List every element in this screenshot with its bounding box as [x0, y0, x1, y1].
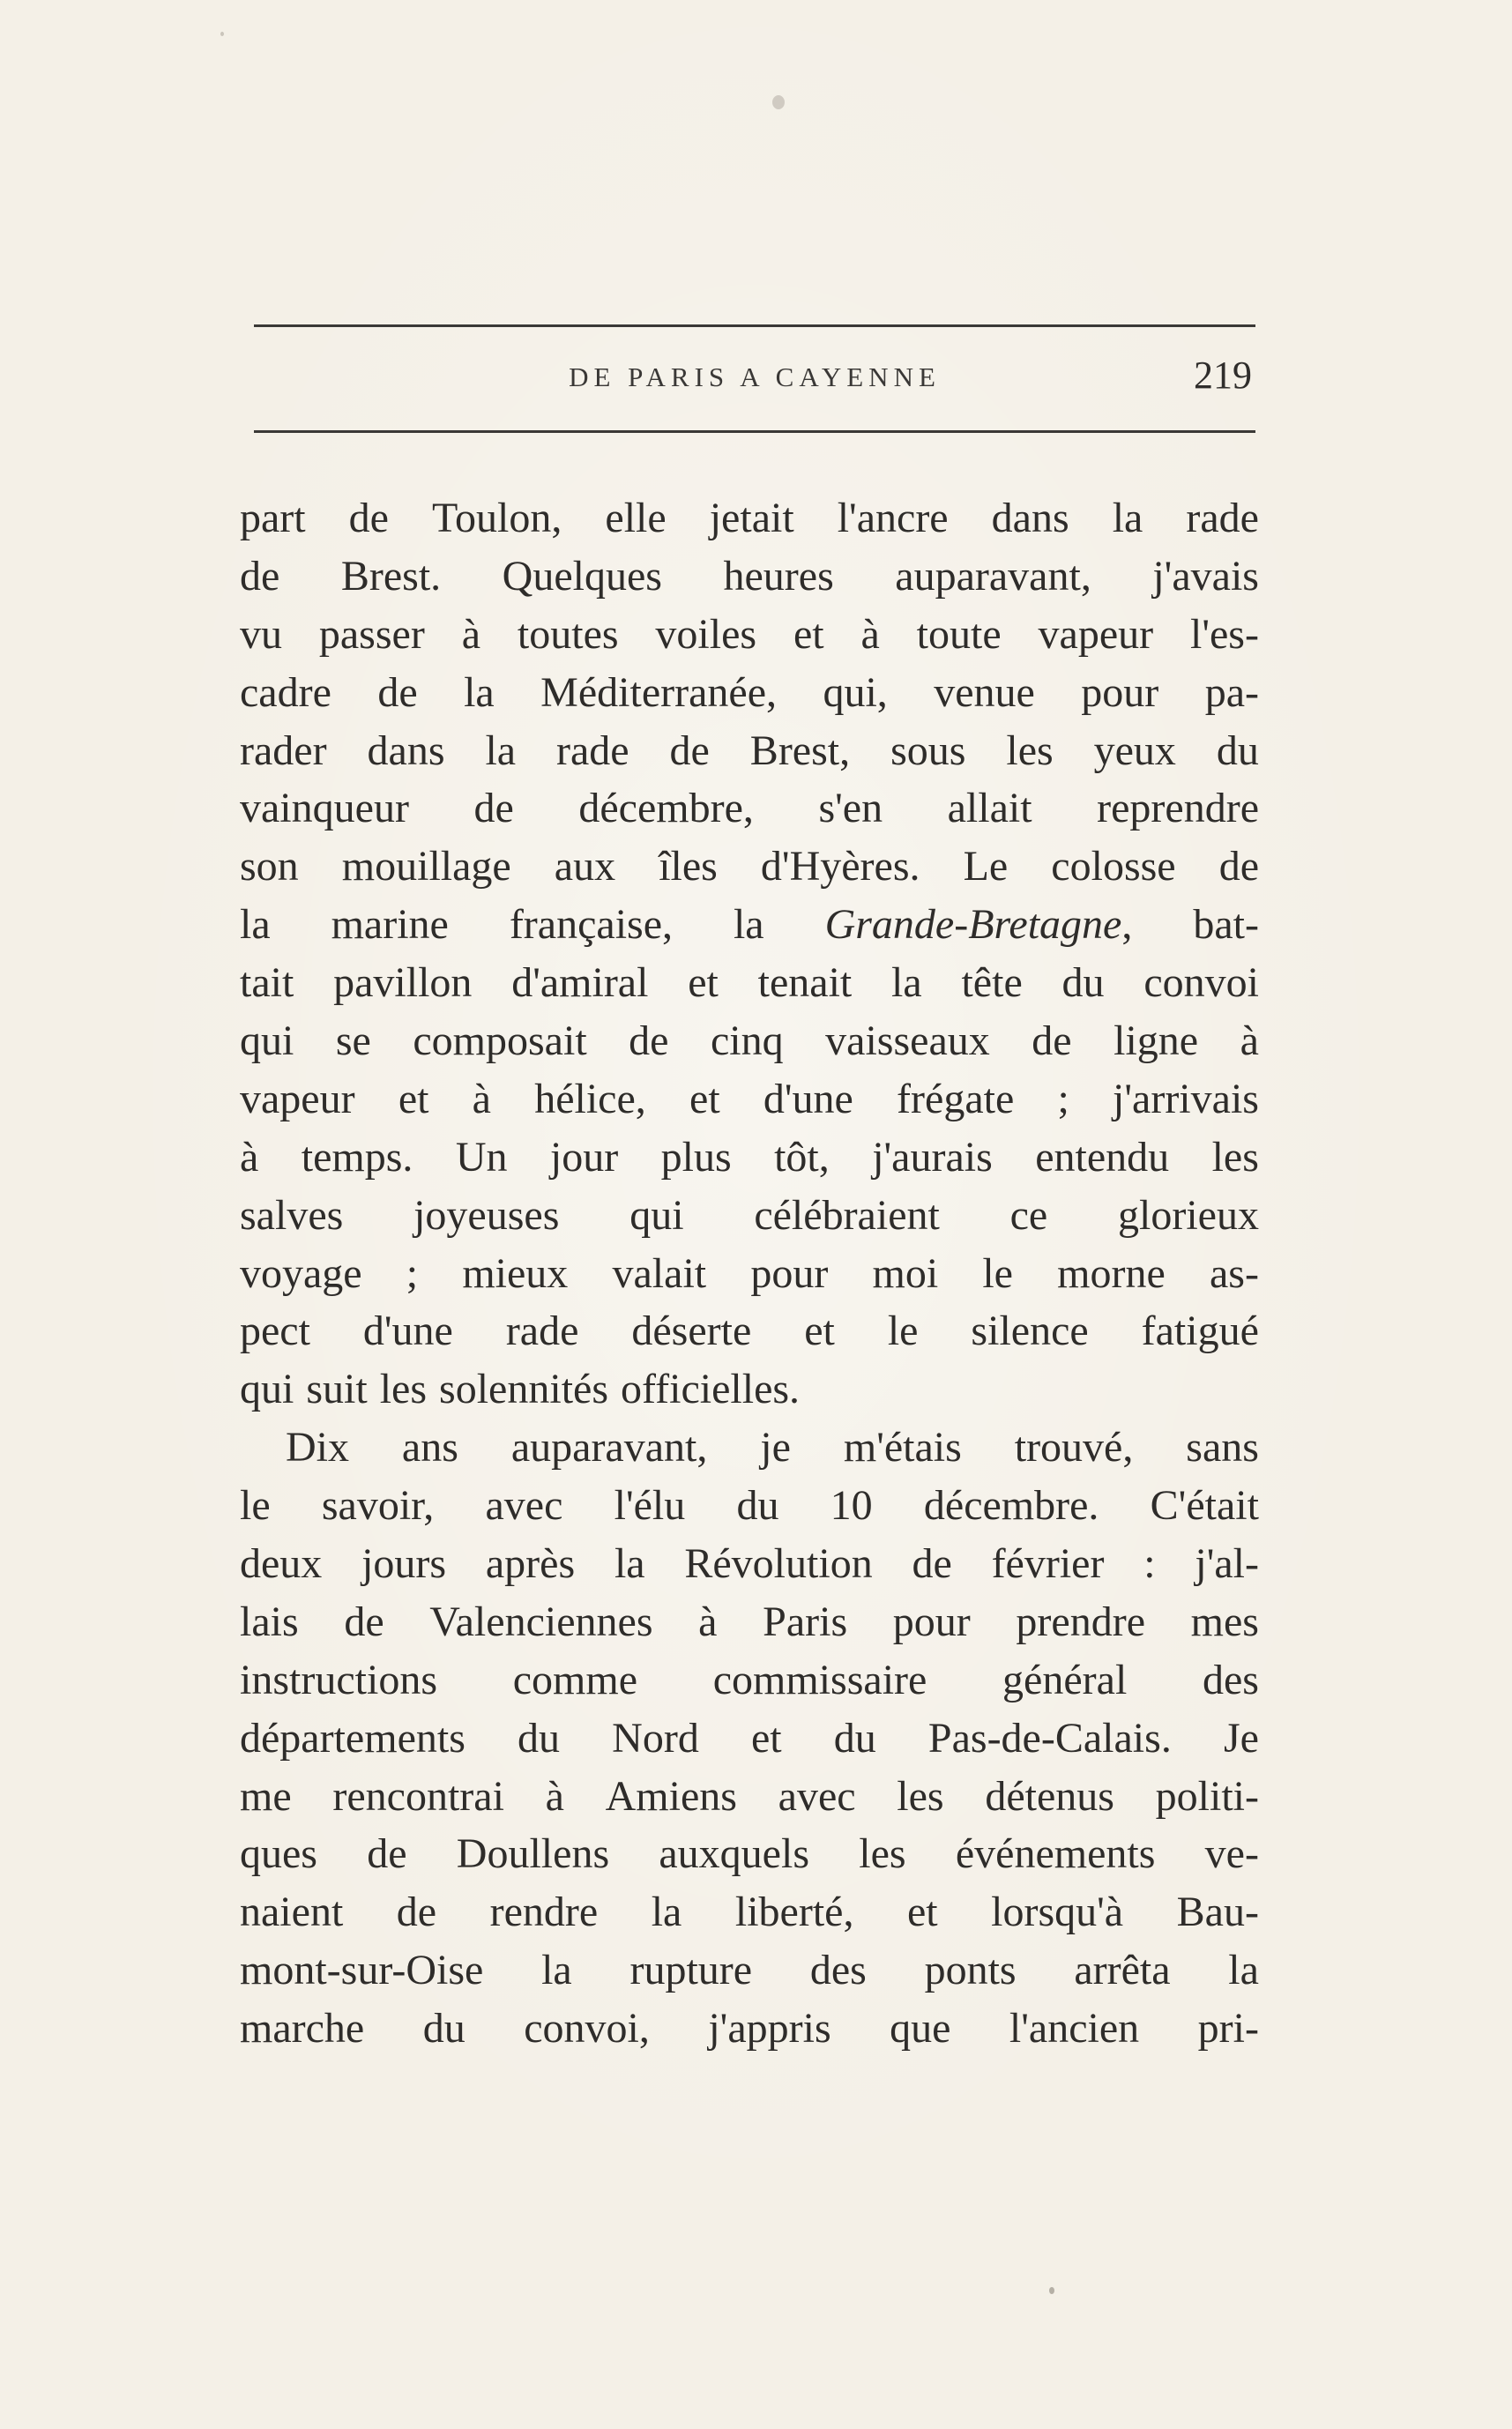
word: à	[860, 610, 880, 658]
text-line	[240, 1593, 1259, 1651]
word: îles	[659, 843, 718, 890]
word: février	[991, 1540, 1105, 1588]
word: trouvé,	[1014, 1424, 1134, 1472]
word: marine	[331, 901, 449, 949]
word: toutes	[517, 610, 619, 658]
paper-speck	[772, 95, 785, 109]
text-line	[240, 1825, 1259, 1883]
word: pavillon	[333, 959, 473, 1007]
paper-speck	[1049, 2287, 1054, 2294]
word: temps.	[301, 1133, 413, 1181]
word: de	[669, 726, 710, 774]
word: Bau-	[1176, 1889, 1259, 1936]
text-line	[240, 954, 1259, 1012]
text-line	[240, 1419, 1259, 1477]
word: de	[629, 1017, 669, 1065]
word: à	[1240, 1017, 1259, 1065]
word: d'Hyères.	[760, 843, 920, 890]
word: mouillage	[341, 843, 511, 890]
word: du	[422, 2005, 466, 2053]
word: l'es-	[1189, 610, 1259, 658]
word: ligne	[1114, 1017, 1199, 1065]
word: le	[982, 1249, 1013, 1297]
word: auparavant,	[510, 1424, 708, 1472]
word: le	[887, 1308, 919, 1355]
word: pri-	[1197, 2005, 1259, 2053]
word: s'en	[818, 785, 883, 832]
word: rade	[556, 726, 629, 774]
word: part	[240, 495, 306, 541]
word: les	[1006, 726, 1054, 774]
word: avec	[485, 1482, 563, 1530]
word: tenait	[757, 959, 853, 1007]
text-line	[240, 779, 1259, 838]
word: la	[1228, 1947, 1259, 1994]
text-line	[240, 1883, 1259, 1941]
word: mont-sur-Oise	[240, 1947, 484, 1994]
page-number: 219	[1194, 354, 1252, 397]
word: Révolution	[684, 1540, 873, 1588]
word: de	[240, 552, 280, 600]
word: dans	[367, 726, 445, 774]
word: Brest,	[749, 726, 851, 774]
word: lorsqu'à	[991, 1889, 1124, 1936]
word: d'une	[362, 1308, 453, 1355]
word: j'al-	[1195, 1540, 1259, 1588]
text-line	[240, 1360, 1259, 1419]
word: rade	[1186, 495, 1259, 541]
word: la	[614, 1540, 645, 1588]
word: qui	[240, 1366, 294, 1413]
word: instructions	[240, 1656, 437, 1703]
word: yeux	[1093, 726, 1176, 774]
word: vaisseaux	[825, 1017, 990, 1065]
word: as-	[1209, 1249, 1259, 1297]
word: valait	[612, 1249, 707, 1297]
word: convoi	[1143, 959, 1259, 1007]
word: jour	[549, 1133, 619, 1181]
word: 10	[830, 1482, 873, 1530]
word: joyeuses	[413, 1191, 560, 1239]
word: elle	[605, 495, 667, 541]
text-line	[240, 489, 1259, 548]
header-rule-top	[254, 324, 1255, 327]
word: reprendre	[1097, 785, 1259, 832]
text-line	[240, 606, 1259, 664]
word: la	[485, 726, 517, 774]
word: j'aurais	[872, 1133, 993, 1181]
word: d'amiral	[511, 959, 649, 1007]
word: décembre.	[923, 1482, 1099, 1530]
word: aux	[554, 843, 616, 890]
word: la	[733, 901, 764, 949]
text-line	[240, 1012, 1259, 1070]
word: colosse	[1051, 843, 1176, 890]
word: Dix	[286, 1424, 349, 1472]
word: vapeur	[240, 1075, 355, 1122]
word: mieux	[462, 1249, 569, 1297]
text-line	[240, 1129, 1259, 1187]
word: et	[804, 1308, 835, 1355]
word: et	[689, 1075, 720, 1122]
word: je	[760, 1424, 791, 1472]
word: vainqueur	[240, 785, 409, 832]
word: déserte	[631, 1308, 752, 1355]
word: de	[1218, 843, 1259, 890]
word: et	[750, 1714, 782, 1762]
word: à	[240, 1133, 259, 1181]
word: j'arrivais	[1113, 1075, 1259, 1122]
word: dans	[991, 495, 1069, 541]
word: l'ancre	[837, 495, 949, 541]
text-line	[240, 548, 1259, 606]
word: convoi,	[524, 2005, 650, 2053]
word: l'élu	[614, 1482, 686, 1530]
word: ques	[240, 1830, 317, 1878]
word: deux	[240, 1540, 323, 1588]
word: salves	[240, 1191, 344, 1239]
word: de	[473, 785, 514, 832]
word: toute	[916, 610, 1002, 658]
text-line	[240, 2000, 1259, 2058]
word: l'ancien	[1009, 2005, 1140, 2053]
word: de	[396, 1889, 437, 1936]
word: plus	[660, 1133, 732, 1181]
word: après	[485, 1540, 576, 1588]
word: décembre,	[578, 785, 754, 832]
word: vu	[240, 610, 282, 658]
word: solennités	[439, 1366, 609, 1413]
text-line	[240, 1651, 1259, 1710]
word: me	[240, 1772, 292, 1820]
word: tôt,	[774, 1133, 830, 1181]
word: bat-	[1193, 901, 1259, 949]
word: mes	[1190, 1598, 1259, 1645]
running-head	[254, 353, 1255, 406]
word: moi	[872, 1249, 939, 1297]
word: sans	[1186, 1424, 1259, 1472]
word: j'avais	[1152, 552, 1259, 600]
word: Quelques	[502, 552, 662, 600]
word: la	[1112, 495, 1143, 541]
word: Nord	[612, 1714, 699, 1762]
word: morne	[1057, 1249, 1166, 1297]
word: ponts	[924, 1947, 1017, 1994]
word: qui	[240, 1017, 294, 1065]
word: naient	[240, 1889, 344, 1936]
word: ;	[406, 1249, 419, 1297]
text-line	[240, 1070, 1259, 1129]
word: politi-	[1155, 1772, 1259, 1820]
word: ;	[1057, 1075, 1069, 1122]
word: suit	[306, 1366, 368, 1413]
word: rendre	[489, 1889, 599, 1936]
word: Doullens	[456, 1830, 610, 1878]
text-line	[240, 1535, 1259, 1593]
word: j'appris	[708, 2005, 831, 2053]
word: tête	[961, 959, 1023, 1007]
word: Paris	[763, 1598, 848, 1645]
word: Brest.	[340, 552, 442, 600]
word: frégate	[897, 1075, 1015, 1122]
word: composait	[413, 1017, 587, 1065]
word: jetait	[709, 495, 794, 541]
word: pour	[750, 1249, 829, 1297]
word: ce	[1009, 1191, 1048, 1239]
word: ans	[401, 1424, 458, 1472]
word: officielles.	[621, 1366, 801, 1413]
word: silence	[971, 1308, 1089, 1355]
word: les	[379, 1366, 428, 1413]
word: jours	[361, 1540, 447, 1588]
word: vapeur	[1038, 610, 1154, 658]
word: commissaire	[712, 1656, 927, 1703]
word: les	[1211, 1133, 1259, 1181]
text-line	[240, 896, 1259, 954]
text-line	[240, 1941, 1259, 2000]
word: Pas-de-Calais.	[927, 1714, 1172, 1762]
word: d'une	[763, 1075, 853, 1122]
word: de	[348, 495, 389, 541]
word: son	[240, 843, 299, 890]
word: de	[367, 1830, 407, 1878]
word: fatigué	[1141, 1308, 1259, 1355]
word: du	[736, 1482, 779, 1530]
word: du	[833, 1714, 876, 1762]
word: comme	[512, 1656, 637, 1703]
word: tait	[240, 959, 294, 1007]
text-line	[240, 1477, 1259, 1535]
word: les	[897, 1772, 944, 1820]
word: cinq	[711, 1017, 784, 1065]
word: marche	[240, 2005, 365, 2053]
word: détenus	[985, 1772, 1114, 1820]
word: passer	[318, 610, 425, 658]
word: liberté,	[734, 1889, 854, 1936]
word: Toulon,	[432, 495, 562, 541]
word: m'étais	[843, 1424, 962, 1472]
word: sous	[890, 726, 966, 774]
word: et	[907, 1889, 938, 1936]
word: rade	[505, 1308, 579, 1355]
word: française,	[509, 901, 674, 949]
word: général	[1002, 1656, 1128, 1703]
word: allait	[947, 785, 1032, 832]
word: Le	[963, 843, 1009, 890]
word: le	[240, 1482, 271, 1530]
word: et	[793, 610, 824, 658]
word: qui	[629, 1191, 684, 1239]
word: entendu	[1035, 1133, 1170, 1181]
text-line	[240, 1187, 1259, 1245]
word: rencontrai	[332, 1772, 504, 1820]
word: cadre	[240, 668, 331, 716]
word: se	[335, 1017, 371, 1065]
word: rader	[240, 726, 327, 774]
word: célébraient	[754, 1191, 940, 1239]
word: des	[1203, 1656, 1259, 1703]
word: prendre	[1016, 1598, 1145, 1645]
text-line	[240, 664, 1259, 722]
word: Méditerranée,	[540, 668, 778, 716]
word: pour	[892, 1598, 971, 1645]
word: la	[651, 1889, 682, 1936]
word: la	[240, 901, 271, 949]
word: hélice,	[534, 1075, 646, 1122]
word: savoir,	[321, 1482, 435, 1530]
word: C'était	[1150, 1482, 1259, 1530]
word: glorieux	[1118, 1191, 1259, 1239]
word: la	[891, 959, 922, 1007]
word: Je	[1223, 1714, 1259, 1762]
word: de	[344, 1598, 384, 1645]
word: arrêta	[1074, 1947, 1171, 1994]
paper-speck	[220, 32, 224, 36]
word: pour	[1081, 668, 1159, 716]
word: des	[809, 1947, 867, 1994]
word: à	[472, 1075, 491, 1122]
word: à	[461, 610, 481, 658]
word: départements	[240, 1714, 466, 1762]
word: voyage	[240, 1249, 362, 1297]
word: venue	[934, 668, 1035, 716]
text-line	[240, 1768, 1259, 1826]
word: ve-	[1204, 1830, 1259, 1878]
word: du	[1216, 726, 1259, 774]
text-line	[240, 838, 1259, 896]
body-text	[240, 489, 1259, 2058]
word: Amiens	[605, 1772, 737, 1820]
word: qui,	[823, 668, 888, 716]
word: pect	[240, 1308, 310, 1355]
word: événements	[955, 1830, 1156, 1878]
running-title: DE PARIS A CAYENNE	[569, 361, 941, 392]
word: Valenciennes	[429, 1598, 653, 1645]
word: de	[912, 1540, 952, 1588]
word: Un	[455, 1133, 508, 1181]
word: et	[398, 1075, 429, 1122]
word: les	[859, 1830, 906, 1878]
word: du	[1061, 959, 1105, 1007]
word: auparavant,	[895, 552, 1091, 600]
word: que	[890, 2005, 951, 2053]
word: rupture	[629, 1947, 753, 1994]
word: de	[377, 668, 418, 716]
word: à	[698, 1598, 718, 1645]
word: avec	[778, 1772, 856, 1820]
word: auxquels	[659, 1830, 809, 1878]
word: :	[1143, 1540, 1156, 1588]
word: à	[545, 1772, 564, 1820]
word: pa-	[1204, 668, 1259, 716]
text-line	[240, 1302, 1259, 1360]
text-line	[240, 1710, 1259, 1768]
ship-name: Grande-Bretagne	[824, 901, 1122, 949]
word: du	[518, 1714, 561, 1762]
text-line	[240, 722, 1259, 780]
word: de	[1032, 1017, 1072, 1065]
word: voiles	[655, 610, 757, 658]
word: Grande-Bretagne,	[824, 901, 1133, 949]
text-line	[240, 1245, 1259, 1303]
word: la	[541, 1947, 572, 1994]
word: lais	[240, 1598, 299, 1645]
word: heures	[723, 552, 834, 600]
word: la	[464, 668, 495, 716]
header-rule-bottom	[254, 430, 1255, 433]
word: et	[688, 959, 719, 1007]
